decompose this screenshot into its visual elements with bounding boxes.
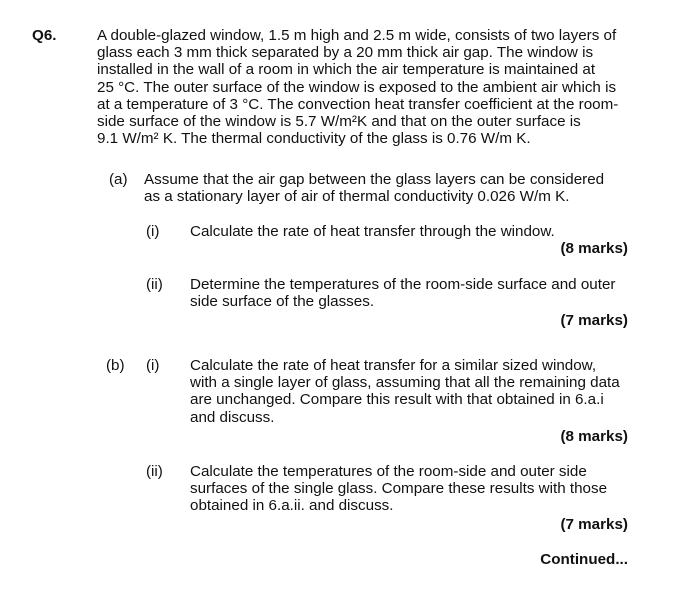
part-a-line: Assume that the air gap between the glass layers can be considered xyxy=(144,171,605,188)
part-a-ii-label: (ii) xyxy=(146,276,163,293)
question-stem xyxy=(97,27,637,147)
stem-line: A double-glazed window, 1.5 m high and 2.5 m wide, consists of two layers of xyxy=(97,27,617,44)
part-a-ii-text xyxy=(190,276,615,310)
continued-label: Continued... xyxy=(540,551,628,568)
part-b-ii-line: surfaces of the single glass. Compare these results with those xyxy=(190,480,608,498)
part-b-i-line: Calculate the rate of heat transfer for a similar sized window, xyxy=(190,357,597,374)
part-a-line: as a stationary layer of air of thermal conductivity 0.026 W/m K. xyxy=(144,188,570,206)
part-b-ii-line: obtained in 6.a.ii. and discuss. xyxy=(190,497,394,515)
part-a-i-marks: (8 marks) xyxy=(560,240,628,257)
part-a-ii-line: Determine the temperatures of the room-side surface and outer xyxy=(190,276,616,293)
part-a-i-text: Calculate the rate of heat transfer through the window. xyxy=(190,223,555,240)
question-number: Q6. xyxy=(32,27,57,44)
part-a-i-label: (i) xyxy=(146,223,160,240)
stem-line: 25 °C. The outer surface of the window is exposed to the ambient air which is xyxy=(97,78,617,96)
part-a-ii-marks: (7 marks) xyxy=(560,312,628,329)
part-a-label: (a) xyxy=(109,171,128,188)
part-a-text xyxy=(144,171,604,205)
part-b-ii-marks: (7 marks) xyxy=(560,516,628,533)
part-b-ii-label: (ii) xyxy=(146,463,163,480)
stem-line: at a temperature of 3 °C. The convection heat transfer coefficient at the room- xyxy=(97,95,619,113)
part-b-ii-text xyxy=(190,463,607,515)
part-b-i-line: and discuss. xyxy=(190,408,275,426)
part-a-ii-line: side surface of the glasses. xyxy=(190,293,375,311)
part-b-label: (b) xyxy=(106,357,125,374)
stem-line: installed in the wall of a room in which the air temperature is maintained at xyxy=(97,61,596,79)
part-b-i-line: with a single layer of glass, assuming that all the remaining data xyxy=(190,374,620,392)
part-b-i-marks: (8 marks) xyxy=(560,428,628,445)
stem-line: side surface of the window is 5.7 W/m²K and that on the outer surface is xyxy=(97,113,581,131)
part-b-i-text xyxy=(190,357,620,426)
part-b-i-label: (i) xyxy=(146,357,160,374)
part-b-ii-line: Calculate the temperatures of the room-side and outer side xyxy=(190,463,587,480)
stem-line: 9.1 W/m² K. The thermal conductivity of the glass is 0.76 W/m K. xyxy=(97,130,531,148)
part-b-i-line: are unchanged. Compare this result with that obtained in 6.a.i xyxy=(190,391,604,409)
stem-line: glass each 3 mm thick separated by a 20 mm thick air gap. The window is xyxy=(97,44,594,62)
